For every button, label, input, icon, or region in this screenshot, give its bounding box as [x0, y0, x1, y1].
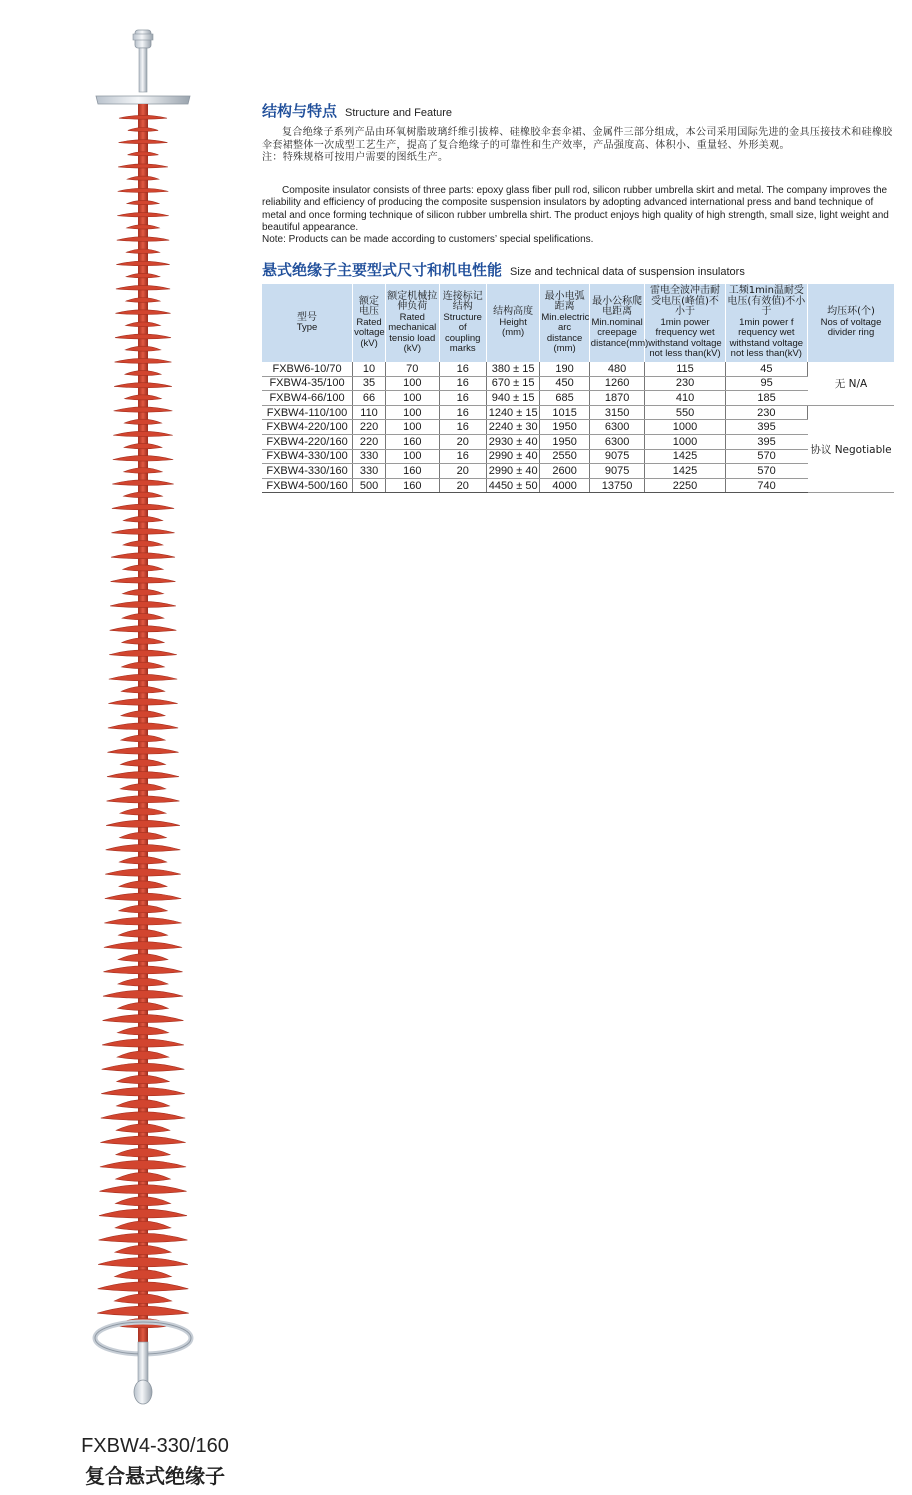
table-cell: 1000 — [645, 420, 725, 435]
table-cell: 9075 — [589, 464, 645, 479]
shed — [123, 565, 163, 571]
shed — [103, 966, 182, 974]
en-note: Note: Products can be made according to customers’ special spelifications. — [262, 234, 594, 246]
shed — [113, 431, 173, 436]
shed — [102, 1039, 184, 1047]
table-row — [262, 391, 894, 406]
column-header-zh: 均压环(个) — [827, 306, 875, 318]
shed — [109, 650, 177, 656]
shed — [118, 188, 169, 192]
shed — [99, 1209, 187, 1218]
table-cell: 185 — [725, 391, 807, 406]
column-header-zh: 连接标记结构 — [442, 290, 483, 312]
shed — [107, 772, 179, 779]
table-cell: 1950 — [540, 434, 589, 449]
table-cell: 570 — [725, 464, 807, 479]
table-cell: 1950 — [540, 420, 589, 435]
shed — [123, 541, 163, 547]
table-row — [262, 464, 894, 479]
table-cell: 940 ± 15 — [486, 391, 540, 406]
shed — [100, 1160, 186, 1169]
column-header — [353, 284, 386, 362]
shed — [105, 869, 181, 876]
type-cell: FXBW4-66/100 — [262, 391, 353, 406]
table-cell: 190 — [540, 362, 589, 376]
shed — [118, 978, 168, 986]
shed — [109, 674, 177, 680]
column-header-zh: 最小公称爬电距离 — [592, 295, 643, 318]
en-paragraph: Composite insulator consists of three parts: epoxy glass fiber pull rod, silicon rubber umbrella skirt and metal. The company improves the reliability and efficiency of producing the composite suspension insulators by adopting advanced international press and band technique of metal and once forming technique of silicon rubber umbrella shirt. The product enjoys high quality of high strength, small size, light weight and beautiful appearance. — [262, 185, 889, 233]
column-header-en: Height (mm) — [499, 316, 527, 339]
shed — [119, 115, 167, 119]
table-cell: 45 — [725, 362, 807, 376]
shed — [102, 1063, 185, 1071]
shed — [121, 711, 165, 718]
table-cell: 66 — [353, 391, 386, 406]
column-header-zh: 型号 — [297, 311, 318, 323]
column-header-en: Min.nominal creepage distance(mm) — [590, 316, 649, 349]
shed — [117, 1051, 169, 1059]
table-cell: 1425 — [645, 464, 725, 479]
type-cell: FXBW4-220/160 — [262, 434, 353, 449]
table-cell: 16 — [439, 376, 486, 391]
column-header-zh: 额定电压 — [359, 295, 380, 318]
table-cell: 95 — [725, 376, 807, 391]
zh-note: 注：特殊规格可按用户需要的图纸生产。 — [262, 152, 449, 163]
shed — [118, 1002, 169, 1010]
table-cell: 230 — [645, 376, 725, 391]
table-cell: 100 — [386, 405, 440, 420]
shed — [99, 1233, 188, 1242]
table-cell: 16 — [439, 420, 486, 435]
column-header-zh: 结构高度 — [493, 306, 534, 318]
shed — [101, 1087, 185, 1095]
shed — [113, 456, 173, 461]
shed — [110, 601, 176, 607]
table-cell: 330 — [353, 464, 386, 479]
table-cell: 160 — [386, 464, 440, 479]
table-cell: 110 — [353, 405, 386, 420]
shed — [116, 285, 170, 290]
table-cell: 570 — [725, 449, 807, 464]
table-cell: 220 — [353, 420, 386, 435]
shed — [126, 273, 160, 278]
shed — [111, 529, 174, 535]
shed — [124, 468, 162, 473]
table-row — [262, 362, 894, 376]
shed — [117, 237, 169, 241]
shed — [117, 1075, 169, 1083]
shed — [119, 857, 166, 864]
shed — [101, 1112, 185, 1120]
shed — [126, 298, 160, 303]
table-cell: 500 — [353, 478, 386, 493]
table-cell: 2550 — [540, 449, 589, 464]
table-cell: 100 — [386, 391, 440, 406]
shed — [128, 152, 159, 156]
type-cell: FXBW4-330/160 — [262, 464, 353, 479]
structure-description-en — [262, 185, 898, 246]
shed — [118, 164, 168, 168]
shed — [122, 614, 164, 620]
shed — [114, 407, 173, 412]
shed — [116, 261, 169, 266]
table-cell: 220 — [353, 434, 386, 449]
table-cell: 685 — [540, 391, 589, 406]
table-cell: 10 — [353, 362, 386, 376]
shed — [116, 1148, 170, 1157]
shed — [125, 395, 162, 400]
shed — [121, 686, 164, 693]
table-cell: 160 — [386, 434, 440, 449]
table-cell: 410 — [645, 391, 725, 406]
zh-paragraph: 复合绝缘子系列产品由环氧树脂玻璃纤维引拔棒、硅橡胶伞套伞裙、金属件三部分组成，本公司采用国际先进的金具压接技术和硅橡胶伞套裙整体一次成型工艺生产，提高了复合绝缘子的可靠性和生产效率，产品强度高、体积小、重量轻、外形美观。 — [262, 127, 893, 151]
shed — [114, 383, 172, 388]
column-header-en: Type — [296, 322, 318, 333]
shed — [126, 322, 161, 327]
shed — [119, 881, 167, 888]
shed — [99, 1185, 186, 1194]
column-header-zh: 最小电弧距离 — [544, 290, 585, 312]
shed — [115, 1221, 171, 1230]
shed — [105, 893, 181, 900]
shed — [112, 504, 174, 510]
column-header — [808, 284, 895, 362]
table-cell: 1015 — [540, 405, 589, 420]
column-header — [262, 284, 353, 362]
table-row — [262, 434, 894, 449]
structure-title — [262, 100, 452, 121]
shed — [124, 492, 163, 498]
column-header-en: Rated voltage (kV) — [354, 316, 385, 349]
shed — [115, 1245, 171, 1254]
shed — [104, 942, 182, 950]
table-cell: 20 — [439, 464, 486, 479]
shed — [117, 213, 169, 217]
table-cell: 2990 ± 40 — [486, 449, 540, 464]
table-row — [262, 376, 894, 391]
shed — [116, 1124, 169, 1133]
shed — [115, 1197, 170, 1206]
table-cell: 16 — [439, 405, 486, 420]
structure-title-en: Structure and Feature — [345, 107, 453, 119]
shed — [127, 200, 159, 204]
table-cell: 16 — [439, 391, 486, 406]
shed — [103, 1015, 184, 1023]
shed — [127, 176, 158, 180]
column-header — [645, 284, 725, 362]
table-cell: 3150 — [589, 405, 645, 420]
table-row — [262, 449, 894, 464]
table-cell: 9075 — [589, 449, 645, 464]
type-cell: FXBW6-10/70 — [262, 362, 353, 376]
table-cell: 13750 — [589, 478, 645, 493]
table-cell: 1260 — [589, 376, 645, 391]
table-cell: 160 — [386, 478, 440, 493]
table-cell: 230 — [725, 405, 807, 420]
shed — [108, 723, 178, 730]
shed — [118, 954, 168, 962]
shed — [119, 140, 168, 144]
table-cell: 480 — [589, 362, 645, 376]
column-header-en: 1min power f requency wet withstand voltage not less than(kV) — [729, 316, 804, 360]
table-cell: 1425 — [645, 449, 725, 464]
table-cell: 2930 ± 40 — [486, 434, 540, 449]
shed — [122, 638, 164, 644]
shed — [115, 334, 171, 339]
column-header-en: 1min power frequency wet withstand voltage not less than(kV) — [648, 316, 722, 360]
table-cell: 100 — [386, 449, 440, 464]
shed — [112, 480, 173, 486]
shed — [115, 310, 170, 315]
type-cell: FXBW4-220/100 — [262, 420, 353, 435]
table-header-row — [262, 284, 894, 362]
table-cell: 2250 — [645, 478, 725, 493]
shed — [121, 735, 165, 742]
table-row — [262, 478, 894, 493]
table-cell: 330 — [353, 449, 386, 464]
table-cell: 395 — [725, 420, 807, 435]
column-header-en: Structure of coupling marks — [443, 311, 482, 354]
shed — [115, 1270, 172, 1279]
table-cell: 550 — [645, 405, 725, 420]
table-cell: 20 — [439, 478, 486, 493]
table-title-en: Size and technical data of suspension insulators — [510, 266, 745, 278]
table-cell: 2240 ± 30 — [486, 420, 540, 435]
table-row — [262, 405, 894, 420]
shed — [111, 553, 175, 559]
table-cell: 16 — [439, 362, 486, 376]
table-cell: 1870 — [589, 391, 645, 406]
table-cell: 6300 — [589, 420, 645, 435]
structure-title-zh: 结构与特点 — [262, 102, 338, 120]
top-fitting — [96, 30, 190, 104]
column-header — [725, 284, 807, 362]
type-cell: FXBW4-110/100 — [262, 405, 353, 420]
column-header-zh: 雷电全波冲击耐受电压(峰值)不小于 — [650, 285, 721, 318]
type-cell: FXBW4-500/160 — [262, 478, 353, 493]
table-cell: 16 — [439, 449, 486, 464]
shed — [106, 820, 180, 827]
column-header — [486, 284, 540, 362]
shed — [98, 1282, 189, 1291]
table-cell: 450 — [540, 376, 589, 391]
shed — [98, 1258, 188, 1267]
shed — [119, 905, 167, 913]
shed — [108, 699, 177, 706]
shed — [104, 917, 181, 925]
shed — [122, 589, 163, 595]
shed — [100, 1136, 185, 1145]
shed — [119, 930, 168, 938]
shed — [111, 577, 176, 583]
table-cell: 100 — [386, 420, 440, 435]
table-cell: 70 — [386, 362, 440, 376]
column-header-en: Rated mechanical tensio load (kV) — [388, 311, 437, 354]
table-cell: 2990 ± 40 — [486, 464, 540, 479]
table-cell: 1000 — [645, 434, 725, 449]
shed — [120, 784, 166, 791]
shed — [122, 662, 165, 668]
table-cell: 4450 ± 50 — [486, 478, 540, 493]
column-header — [439, 284, 486, 362]
shed — [121, 759, 166, 766]
column-header — [540, 284, 589, 362]
table-cell: 670 ± 15 — [486, 376, 540, 391]
table-title-zh: 悬式绝缘子主要型式尺寸和机电性能 — [262, 261, 503, 279]
shed — [107, 796, 180, 803]
column-header-zh: 额定机械拉伸负荷 — [387, 290, 438, 312]
shed — [125, 371, 161, 376]
type-cell: FXBW4-35/100 — [262, 376, 353, 391]
shed — [116, 1173, 171, 1182]
shed — [126, 249, 159, 253]
column-header-zh: 工频1min温耐受电压(有效值)不小于 — [727, 285, 806, 318]
table-cell: 35 — [353, 376, 386, 391]
shed — [110, 626, 177, 632]
shed — [124, 419, 161, 424]
table-cell: 1240 ± 15 — [486, 405, 540, 420]
shed — [127, 225, 160, 229]
table-title — [262, 259, 745, 280]
column-header-en: Min.electric arc distance (mm) — [541, 311, 590, 354]
shed — [120, 808, 166, 815]
spec-table — [262, 284, 894, 493]
table-cell: 100 — [386, 376, 440, 391]
shed — [114, 1294, 171, 1303]
structure-description-zh — [262, 127, 898, 165]
shed — [97, 1306, 189, 1315]
table-cell: 20 — [439, 434, 486, 449]
divider-ring-note: 无 N/A — [808, 362, 895, 405]
table-cell: 2600 — [540, 464, 589, 479]
table-cell: 115 — [645, 362, 725, 376]
shed — [103, 990, 183, 998]
divider-ring-note: 协议 Negotiable — [808, 405, 895, 493]
column-header — [386, 284, 440, 362]
table-cell: 6300 — [589, 434, 645, 449]
table-cell: 380 ± 15 — [486, 362, 540, 376]
shed — [120, 832, 167, 839]
shed — [106, 844, 181, 851]
shed — [117, 1027, 168, 1035]
product-name: 复合悬式绝缘子 — [85, 1464, 225, 1488]
shed — [123, 516, 162, 522]
type-cell: FXBW4-330/100 — [262, 449, 353, 464]
table-cell: 740 — [725, 478, 807, 493]
insulator-illustration — [80, 20, 230, 1430]
table-cell: 4000 — [540, 478, 589, 493]
table-row — [262, 420, 894, 435]
shed — [107, 747, 178, 754]
product-model: FXBW4-330/160 — [81, 1435, 229, 1457]
shed — [128, 127, 158, 131]
column-header-en: Nos of voltage divider ring — [820, 316, 882, 339]
shed — [124, 443, 162, 448]
table-cell: 395 — [725, 434, 807, 449]
shed — [117, 1100, 170, 1108]
column-header — [589, 284, 649, 362]
shed — [115, 358, 172, 363]
shed — [125, 346, 160, 351]
